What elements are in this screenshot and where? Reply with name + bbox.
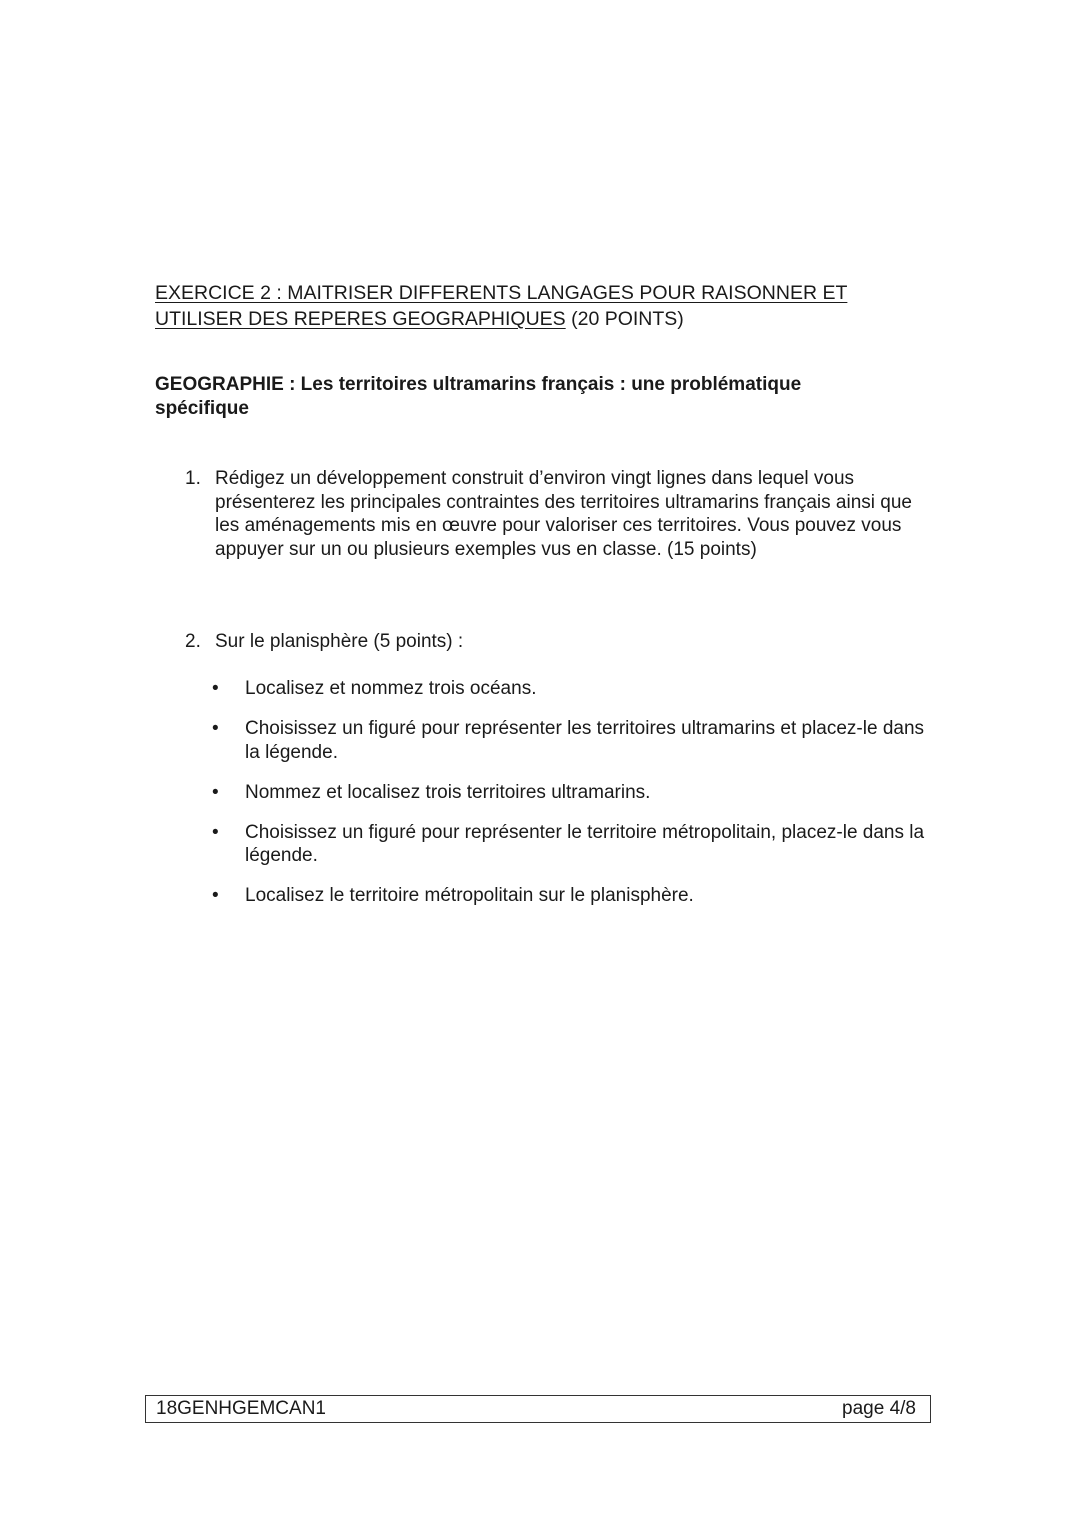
list-item-text: Nommez et localisez trois territoires ultramarins. [245, 781, 651, 803]
list-item [210, 677, 930, 701]
question-number: 2. [185, 631, 201, 652]
page-number: page 4/8 [842, 1398, 916, 1419]
list-item-text: Localisez et nommez trois océans. [245, 678, 537, 699]
list-item [210, 717, 930, 764]
instruction-list [210, 677, 930, 924]
bullet-icon: • [212, 718, 219, 739]
exercise-title-points: (20 POINTS) [565, 308, 684, 330]
exam-code: 18GENHGEMCAN1 [156, 1398, 326, 1419]
list-item [210, 884, 930, 908]
bullet-icon: • [212, 821, 219, 843]
exercise-title-underlined: EXERCICE 2 : MAITRISER DIFFERENTS LANGAGES POUR RAISONNER ET UTILISER DES REPERES GEOGRAPHIQUES [155, 282, 848, 330]
bullet-icon: • [212, 885, 219, 906]
list-item-text: Choisissez un figuré pour représenter les territoires ultramarins et placez-le dans la légende. [245, 718, 925, 763]
question-number: 1. [185, 468, 201, 489]
list-item-text: Choisissez un figuré pour représenter le territoire métropolitain, placez-le dans la légende. [245, 821, 925, 866]
list-item-text: Localisez le territoire métropolitain sur le planisphère. [245, 885, 694, 906]
question-text: Rédigez un développement construit d’environ vingt lignes dans lequel vous présenterez les principales contraintes des territoires ultramarins français ainsi que les aménagements mis en œuvre pour valoriser ces territoires. Vous pouvez vous appuyer sur un ou plusieurs exemples vus en classe. (15 points) [215, 468, 912, 560]
list-item [210, 781, 930, 805]
list-item [210, 821, 930, 868]
page-footer [145, 1395, 931, 1423]
exercise-title [155, 280, 915, 332]
question-2 [185, 630, 930, 654]
question-1 [185, 467, 930, 561]
bullet-icon: • [212, 781, 219, 803]
bullet-icon: • [212, 678, 219, 699]
question-text: Sur le planisphère (5 points) : [215, 631, 464, 652]
section-title: GEOGRAPHIE : Les territoires ultramarins français : une problématique spécifique [155, 374, 802, 419]
